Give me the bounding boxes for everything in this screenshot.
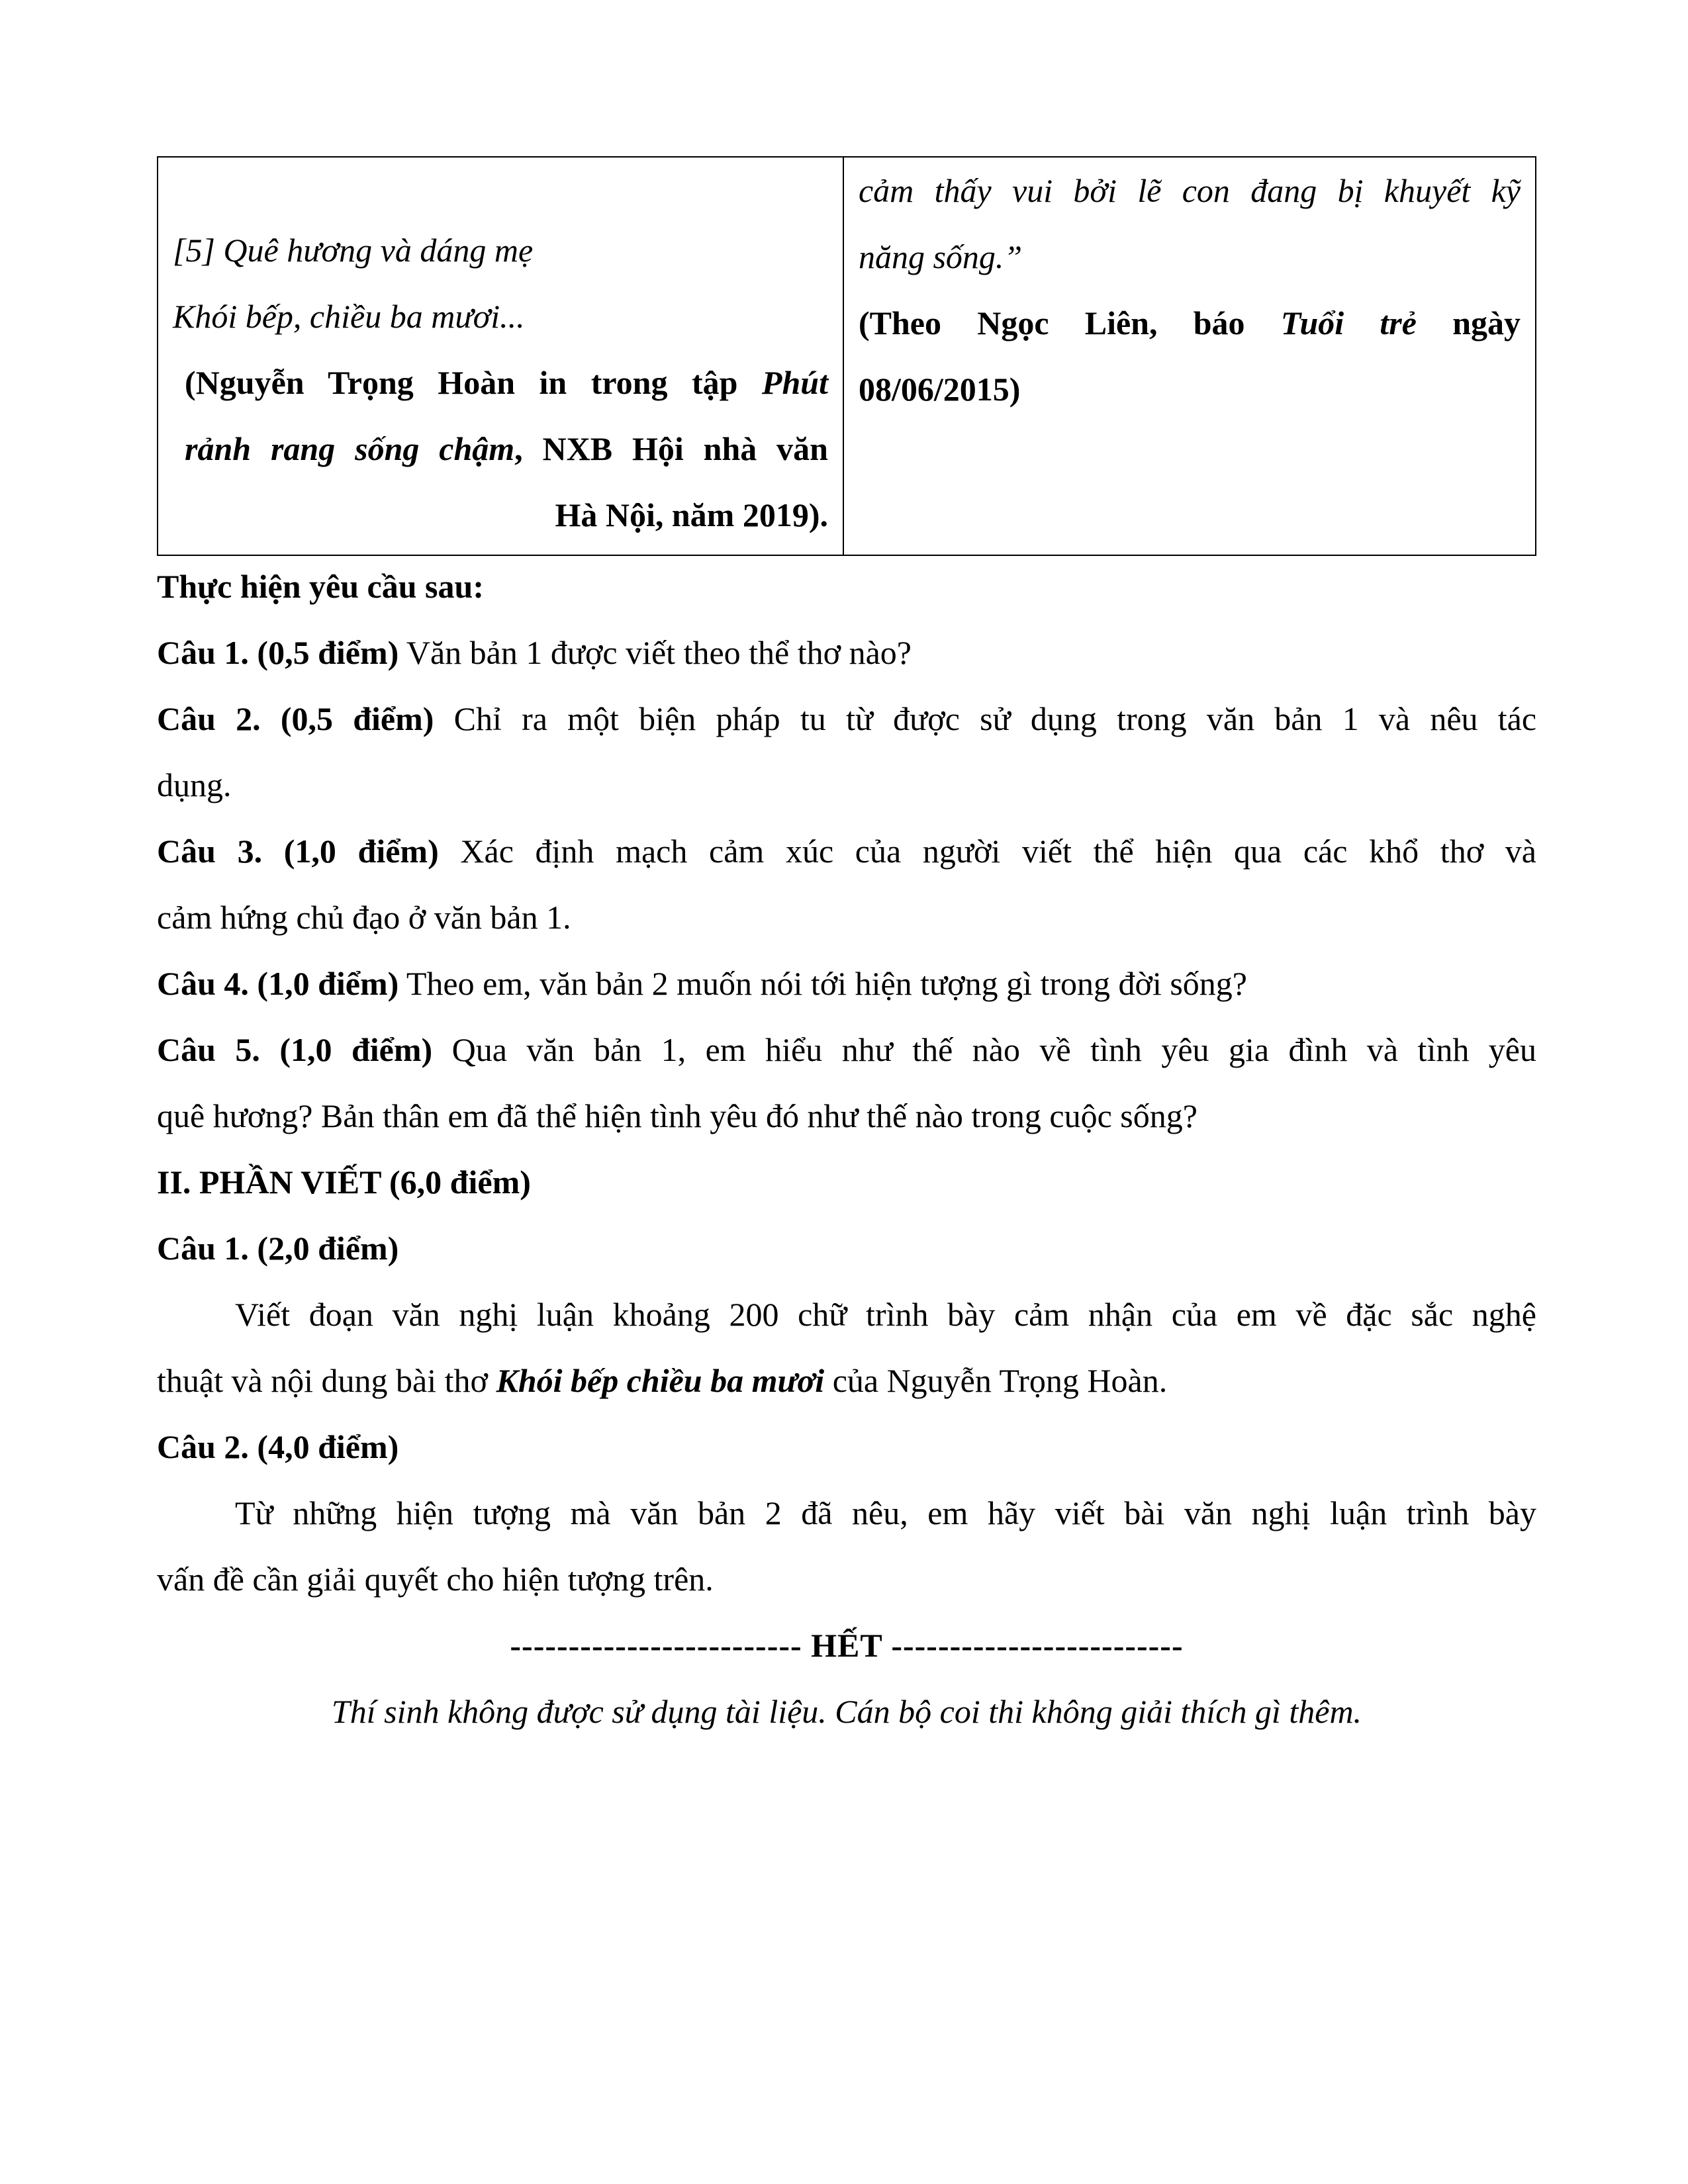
writing-q2-text-cont: vấn đề cần giải quyết cho hiện tượng trên. (157, 1561, 714, 1598)
writing-heading: II. PHẦN VIẾT (6,0 điểm) (157, 1163, 531, 1201)
instructions-heading: Thực hiện yêu cầu sau: (157, 568, 484, 605)
newspaper-title: Tuổi trẻ (1280, 304, 1417, 341)
writing-q2-text: Từ những hiện tượng mà văn bản 2 đã nêu, em hãy viết bài văn nghị luận trình bày (235, 1494, 1536, 1531)
source-prefix: (Nguyễn Trọng Hoàn in trong tập (185, 364, 762, 401)
source-end: Hà Nội, năm 2019). (555, 496, 828, 533)
question-text: Văn bản 1 được viết theo thể thơ nào? (399, 634, 912, 671)
question-label: Câu 4. (1,0 điểm) (157, 965, 399, 1002)
question-text: Theo em, văn bản 2 muốn nói tới hiện tượng gì trong đời sống? (399, 965, 1248, 1002)
source-prefix: (Theo Ngọc Liên, báo (858, 304, 1281, 341)
passage-2-cell (843, 157, 1536, 555)
end-marker: ------------------------- HẾT ------------------------- (510, 1627, 1184, 1664)
writing-q1-text-cont (157, 1347, 1536, 1414)
writing-q1-text: Viết đoạn văn nghị luận khoảng 200 chữ trình bày cảm nhận của em về đặc sắc nghệ (235, 1296, 1536, 1333)
book-title: Phút (761, 364, 828, 401)
text-span: của Nguyễn Trọng Hoàn. (824, 1362, 1168, 1399)
question-label: Câu 3. (1,0 điểm) (157, 833, 439, 870)
question-2-cont: dụng. (157, 766, 232, 803)
question-2 (157, 686, 1536, 752)
source-publisher: , NXB Hội nhà văn (514, 430, 828, 467)
question-3 (157, 818, 1536, 884)
question-label: Câu 2. (0,5 điểm) (157, 700, 434, 737)
passage-1-source (173, 349, 828, 548)
passages-table (157, 156, 1536, 556)
question-1 (157, 619, 1536, 686)
passage-2-source (859, 290, 1521, 422)
passage-1-cell (158, 157, 843, 555)
question-3-cont: cảm hứng chủ đạo ở văn bản 1. (157, 899, 571, 936)
source-date: 08/06/2015) (858, 371, 1021, 408)
writing-q2-label: Câu 2. (4,0 điểm) (157, 1428, 399, 1465)
question-label: Câu 1. (0,5 điểm) (157, 634, 399, 671)
question-4 (157, 950, 1536, 1017)
poem-title: Khói bếp chiều ba mươi (496, 1362, 825, 1399)
writing-q1-label: Câu 1. (2,0 điểm) (157, 1230, 399, 1267)
question-text: Xác định mạch cảm xúc của người viết thể hiện qua các khổ thơ và (438, 833, 1536, 870)
poem-line: Khói bếp, chiều ba mươi... (173, 298, 525, 335)
quote-line: năng sống.” (858, 238, 1023, 275)
exam-body (157, 553, 1536, 1745)
footer-note: Thí sinh không được sử dụng tài liệu. Cán bộ coi thi không giải thích gì thêm. (331, 1693, 1362, 1730)
source-suffix: ngày (1416, 304, 1521, 341)
question-text: Qua văn bản 1, em hiểu như thế nào về tình yêu gia đình và tình yêu (432, 1031, 1536, 1068)
question-5 (157, 1017, 1536, 1083)
book-title: rảnh rang sống chậm (185, 430, 515, 467)
question-text: Chỉ ra một biện pháp tu từ được sử dụng trong văn bản 1 và nêu tác (434, 700, 1537, 737)
poem-line: [5] Quê hương và dáng mẹ (173, 232, 534, 269)
question-label: Câu 5. (1,0 điểm) (157, 1031, 433, 1068)
text-span: thuật và nội dung bài thơ (157, 1362, 496, 1399)
question-5-cont: quê hương? Bản thân em đã thể hiện tình yêu đó như thế nào trong cuộc sống? (157, 1097, 1197, 1134)
quote-line: cảm thấy vui bởi lẽ con đang bị khuyết kỹ (858, 172, 1521, 209)
